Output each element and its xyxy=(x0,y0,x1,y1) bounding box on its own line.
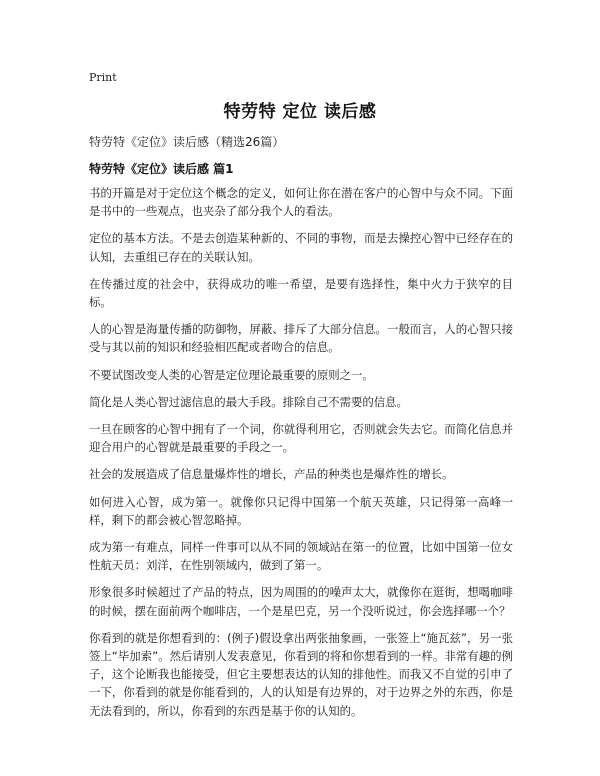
paragraph: 在传播过度的社会中，获得成功的唯一希望，是要有选择性，集中火力于狭窄的目标。 xyxy=(89,276,513,310)
subtitle: 特劳特《定位》读后感（精选26篇） xyxy=(89,135,285,149)
paragraph: 人的心智是海量传播的防御物，屏蔽、排斥了大部分信息。一般而言，人的心智只接受与其以前的知识和经验相匹配或者吻合的信息。 xyxy=(89,322,513,355)
paragraph: 定位的基本方法。不是去创造某种新的、不同的事物，而是去操控心智中已经存在的认知，去重组已存在的关联认知。 xyxy=(89,231,513,264)
paragraph: 你看到的就是你想看到的：(例子)假设拿出两张抽象画，一张签上“施瓦兹”，另一张签上“毕加索”。然后请别人发表意见，你看到的将和你想看到的一样。非常有趣的例子，这个论断我也能接受，但它主要想表达的认知的排他性。而我又不自觉的引申了一下，你看到的就是你能看到的，人的认知是有边界的，对于边界之外的东西，你是无法看到的，所以，你看到的东西是基于你的认知的。 xyxy=(89,630,513,718)
article-body xyxy=(89,184,513,729)
page-title: 特劳特 定位 读后感 xyxy=(223,102,377,122)
paragraph: 如何进入心智，成为第一。就像你只记得中国第一个航天英雄，只记得第一高峰一样，剩下的都会被心智忽略掉。 xyxy=(89,494,513,527)
paragraph: 简化是人类心智过滤信息的最大手段。排除自己不需要的信息。 xyxy=(89,394,408,409)
paragraph: 形象很多时候超过了产品的特点，因为周围的的噪声太大，就像你在逛街，想喝咖啡的时候，摆在面前两个咖啡店，一个是星巴克，另一个没听说过，你会选择哪一个？ xyxy=(89,585,513,618)
paragraph: 一旦在顾客的心智中拥有了一个词，你就得利用它，否则就会失去它。而简化信息并迎合用户的心智就是最重要的手段之一。 xyxy=(89,422,513,455)
section-heading: 特劳特《定位》读后感 篇1 xyxy=(89,162,234,176)
print-link[interactable]: Print xyxy=(89,71,117,84)
paragraph: 书的开篇是对于定位这个概念的定义，如何让你在潜在客户的心智中与众不同。下面是书中的一些观点，也夹杂了部分我个人的看法。 xyxy=(89,186,513,219)
paragraph: 不要试图改变人类的心智是定位理论最重要的原则之一。 xyxy=(89,367,374,382)
paragraph: 社会的发展造成了信息量爆炸性的增长，产品的种类也是爆炸性的增长。 xyxy=(89,467,454,482)
paragraph: 成为第一有难点，同样一件事可以从不同的领域站在第一的位置，比如中国第一位女性航天员：刘洋，在性别领域内，做到了第一。 xyxy=(89,540,513,573)
